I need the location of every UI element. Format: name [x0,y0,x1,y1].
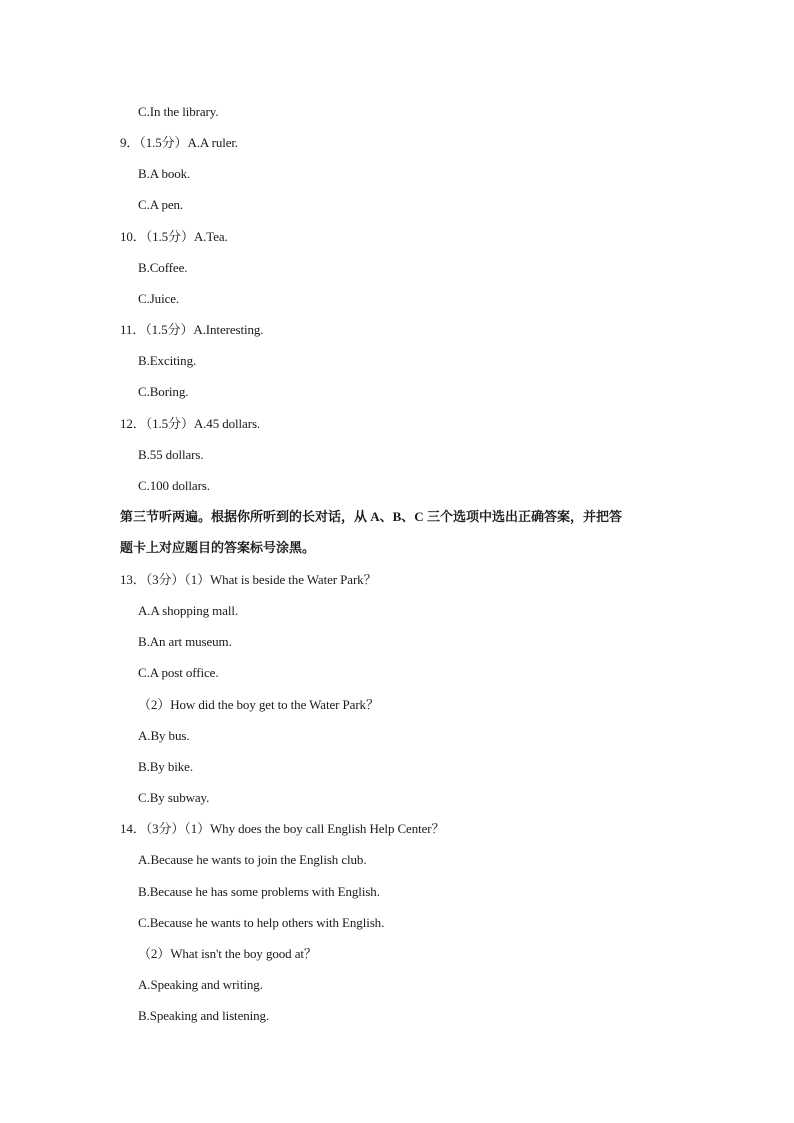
subquestion-13-2: （2）How did the boy get to the Water Park？ [138,697,379,712]
question-12: 12．（1.5分）A.45 dollars. [120,416,261,431]
section-instruction-line1: 第三节听两遍。根据你所听到的长对话，从 A、B、C 三个选项中选出正确答案，并把答 [120,509,622,524]
subquestion-14-2: （2）What isn't the boy good at？ [138,946,317,961]
option-11c: C.Boring. [138,384,189,399]
option-14-2b: B.Speaking and listening. [138,1008,270,1023]
option-11b: B.Exciting. [138,353,197,368]
option-13-1a: A.A shopping mall. [138,603,239,618]
question-9: 9．（1.5分）A.A ruler. [120,135,239,150]
question-14: 14．（3分）（1）Why does the boy call English Help Center？ [120,821,445,836]
option-14-1a: A.Because he wants to join the English club. [138,852,367,867]
option-14-2a: A.Speaking and writing. [138,977,263,992]
option-13-2a: A.By bus. [138,728,190,743]
option-9b: B.A book. [138,166,191,181]
option-12c: C.100 dollars. [138,478,210,493]
option-13-1b: B.An art museum. [138,634,232,649]
question-13: 13．（3分）（1）What is beside the Water Park？ [120,572,377,587]
option-10c: C.Juice. [138,291,180,306]
option-9c: C.A pen. [138,197,184,212]
option-8c: C.In the library. [138,104,219,119]
option-14-1c: C.Because he wants to help others with English. [138,915,385,930]
option-14-1b: B.Because he has some problems with English. [138,884,380,899]
option-13-1c: C.A post office. [138,665,219,680]
question-11: 11．（1.5分）A.Interesting. [120,322,264,337]
option-12b: B.55 dollars. [138,447,204,462]
option-13-2c: C.By subway. [138,790,210,805]
option-10b: B.Coffee. [138,260,188,275]
question-10: 10．（1.5分）A.Tea. [120,229,228,244]
section-instruction-line2: 题卡上对应题目的答案标号涂黑。 [120,540,316,555]
option-13-2b: B.By bike. [138,759,193,774]
